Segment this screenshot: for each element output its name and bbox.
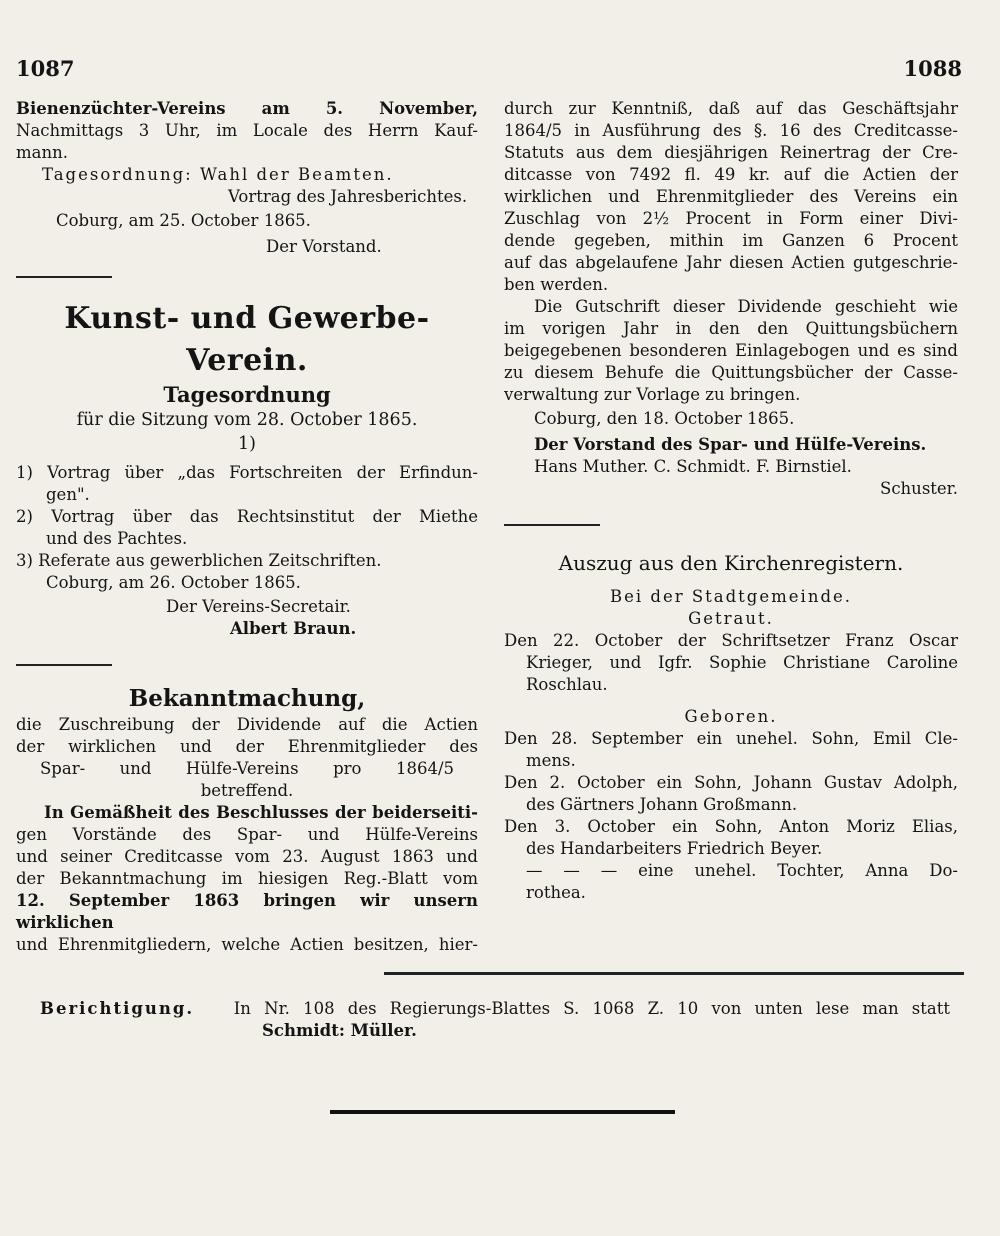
kgv-subtitle: Tagesordnung [163, 382, 331, 407]
section-rule [504, 524, 600, 526]
separator-rule [384, 972, 964, 975]
heading-geboren: Geboren. [684, 707, 778, 726]
text-line: Die Gutschrift dieser Dividende geschieht wie [534, 297, 958, 316]
body-line: und Ehrenmitgliedern, welche Actien besitzen, hier- [16, 935, 478, 954]
signature-line: Der Vereins-Secretair. [166, 597, 351, 616]
intro-line: mann. [16, 143, 68, 162]
berichtigung-text: In Nr. 108 des Regierungs-Blattes S. 1068 Z. 10 von unten lese man statt [233, 999, 950, 1018]
text-line: beigegebenen besonderen Einlagebogen und es sind [504, 341, 958, 360]
text-line: Statuts aus dem diesjährigen Reinertrag der Cre- [504, 143, 958, 162]
signature-name: Albert Braun. [230, 619, 357, 638]
body-line: In Gemäßheit des Beschlusses der beiderseiti- [44, 803, 478, 822]
text-line: verwaltung zur Vorlage zu bringen. [504, 385, 801, 404]
register-entry: Den 22. October der Schriftsetzer Franz Oscar [504, 631, 958, 650]
bek-line: betreffend. [200, 781, 294, 800]
date-line: Coburg, am 26. October 1865. [46, 573, 301, 592]
signature-names: Hans Muther. C. Schmidt. F. Birnstiel. [534, 457, 852, 476]
text-line: 1864/5 in Ausführung des §. 16 des Creditcasse- [504, 121, 958, 140]
kgv-session: für die Sitzung vom 28. October 1865. [76, 410, 418, 430]
body-line: der Bekanntmachung im hiesigen Reg.-Blatt vom [16, 869, 478, 888]
section-rule [16, 276, 112, 278]
register-entry: mens. [526, 751, 576, 770]
list-item: 2) Vortrag über das Rechtsinstitut der Miethe [16, 507, 478, 526]
bek-line: der wirklichen und der Ehrenmitglieder des [16, 737, 478, 756]
intro-line: Bienenzüchter-Vereins am 5. November, [16, 99, 478, 118]
register-entry: — — — eine unehel. Tochter, Anna Do- [526, 861, 958, 880]
register-entry: Roschlau. [526, 675, 608, 694]
heading-getraut: Getraut. [688, 609, 774, 628]
text-line: zu diesem Behufe die Quittungsbücher der Casse- [504, 363, 958, 382]
text-line: durch zur Kenntniß, daß auf das Geschäftsjahr [504, 99, 958, 118]
section-rule [16, 664, 112, 666]
list-item-cont: und des Pachtes. [46, 529, 188, 548]
intro-line: Nachmittags 3 Uhr, im Locale des Herrn Kauf- [16, 121, 478, 140]
text-line: ditcasse von 7492 fl. 49 kr. auf die Actien der [504, 165, 958, 184]
left-column [16, 98, 478, 956]
date-line: Coburg, am 25. October 1865. [56, 211, 311, 230]
page-number-left: 1087 [16, 56, 75, 81]
berichtigung-correction: Schmidt: Müller. [262, 1021, 417, 1040]
agenda-line: Vortrag des Jahresberichtes. [228, 187, 468, 206]
body-line: 12. September 1863 bringen wir unsern wirklichen [16, 891, 478, 932]
date-line: Coburg, den 18. October 1865. [534, 409, 795, 428]
register-entry: Krieger, und Igfr. Sophie Christiane Caroline [526, 653, 958, 672]
berichtigung-label: Berichtigung. [40, 999, 195, 1018]
signature-line: Der Vorstand des Spar- und Hülfe-Vereins. [534, 435, 927, 454]
berichtigung-block [40, 998, 950, 1042]
kgv-title: Kunst- und Gewerbe-Verein. [64, 301, 430, 378]
text-line: wirklichen und Ehrenmitglieder des Vereins ein [504, 187, 958, 206]
text-line: Zuschlag von 2½ Procent in Form einer Divi- [504, 209, 958, 228]
kirchenregister-title: Auszug aus den Kirchenregistern. [558, 551, 904, 575]
register-entry: des Handarbeiters Friedrich Beyer. [526, 839, 823, 858]
register-entry: rothea. [526, 883, 586, 902]
end-rule [330, 1110, 675, 1114]
bekanntmachung-title: Bekanntmachung, [128, 685, 366, 712]
kgv-number: 1) [238, 434, 256, 454]
list-item: 1) Vortrag über „das Fortschreiten der Erfindun- [16, 463, 478, 482]
body-line: und seiner Creditcasse vom 23. August 1863 und [16, 847, 478, 866]
text-line: dende gegeben, mithin im Ganzen 6 Procent [504, 231, 958, 250]
list-item-cont: gen". [46, 485, 90, 504]
bek-line: Spar- und Hülfe-Vereins pro 1864/5 [40, 759, 454, 778]
text-line: im vorigen Jahr in den den Quittungsbüchern [504, 319, 958, 338]
register-entry: des Gärtners Johann Großmann. [526, 795, 798, 814]
page-number-right: 1088 [903, 56, 962, 81]
register-entry: Den 2. October ein Sohn, Johann Gustav Adolph, [504, 773, 958, 792]
signature-names: Schuster. [880, 479, 958, 498]
right-column [504, 98, 958, 904]
body-line: gen Vorstände des Spar- und Hülfe-Vereins [16, 825, 478, 844]
parish-subtitle: Bei der Stadtgemeinde. [609, 587, 853, 606]
agenda-line: Tagesordnung: Wahl der Beamten. [42, 165, 394, 184]
text-line: auf das abgelaufene Jahr diesen Actien gutgeschrie- [504, 253, 958, 272]
text-line: ben werden. [504, 275, 609, 294]
register-entry: Den 3. October ein Sohn, Anton Moriz Elias, [504, 817, 958, 836]
register-entry: Den 28. September ein unehel. Sohn, Emil Cle- [504, 729, 958, 748]
signature-line: Der Vorstand. [266, 237, 382, 256]
list-item: 3) Referate aus gewerblichen Zeitschriften. [16, 551, 382, 570]
bek-line: die Zuschreibung der Dividende auf die Actien [16, 715, 478, 734]
